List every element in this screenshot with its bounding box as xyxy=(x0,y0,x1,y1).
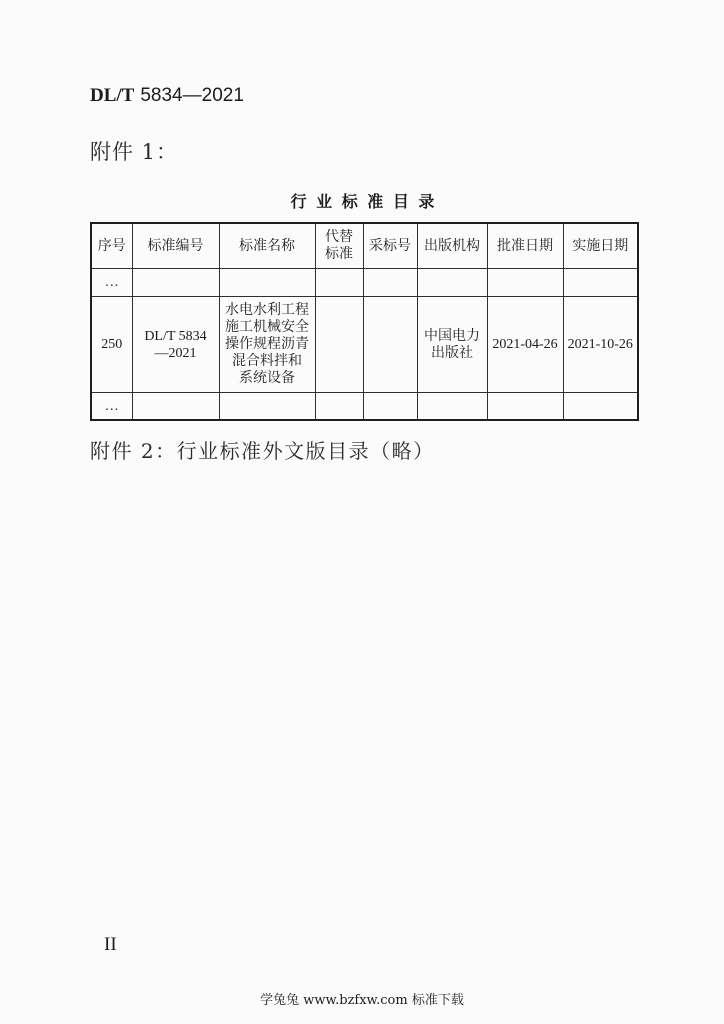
cell-line: 操作规程沥青 xyxy=(225,337,309,352)
cell-empty xyxy=(563,269,638,297)
cell-line: —2021 xyxy=(154,345,197,361)
footer-watermark: 学兔兔 www.bzfxw.com 标准下载 xyxy=(260,993,464,1008)
cell-serial: 250 xyxy=(91,297,132,393)
annex-1-label: 附件 1： xyxy=(90,140,179,164)
table-header-row xyxy=(91,223,638,269)
annex-2-label: 附件 2：行业标准外文版目录（略） xyxy=(90,439,435,463)
cell-empty xyxy=(363,393,417,421)
standards-catalog-table xyxy=(90,222,639,421)
header-line: 代替 xyxy=(325,230,353,245)
header-publisher: 出版机构 xyxy=(417,223,487,269)
cell-empty xyxy=(487,393,563,421)
cell-empty xyxy=(563,393,638,421)
cell-replaced-standard xyxy=(315,297,363,393)
header-standard-name: 标准名称 xyxy=(219,223,315,269)
cell-adopted-number xyxy=(363,297,417,393)
cell-line: 出版社 xyxy=(431,345,473,361)
standard-code-header xyxy=(90,85,244,107)
standard-code-prefix: DL/T xyxy=(90,85,135,106)
cell-line: 中国电力 xyxy=(424,328,480,344)
cell-standard-code xyxy=(132,297,219,393)
cell-line: DL/T 5834 xyxy=(144,328,207,344)
header-replaced-standard xyxy=(315,223,363,269)
cell-empty xyxy=(363,269,417,297)
catalog-title: 行 业 标 准 目 录 xyxy=(290,192,437,211)
cell-approval-date: 2021-04-26 xyxy=(487,297,563,393)
cell-publisher xyxy=(417,297,487,393)
table-row xyxy=(91,269,638,297)
cell-effective-date: 2021-10-26 xyxy=(563,297,638,393)
cell-empty xyxy=(132,269,219,297)
cell-empty xyxy=(417,393,487,421)
cell-line: 施工机械安全 xyxy=(225,320,309,335)
cell-empty xyxy=(219,269,315,297)
cell-empty xyxy=(315,393,363,421)
cell-line: 水电水利工程 xyxy=(225,303,309,318)
table-row xyxy=(91,393,638,421)
cell-empty xyxy=(417,269,487,297)
table-row xyxy=(91,297,638,393)
cell-line: 系统设备 xyxy=(239,371,295,386)
header-line: 标准 xyxy=(325,247,353,262)
cell-empty xyxy=(219,393,315,421)
cell-standard-name xyxy=(219,297,315,393)
cell-empty xyxy=(487,269,563,297)
cell-line: 混合料拌和 xyxy=(232,354,302,369)
header-effective-date: 实施日期 xyxy=(563,223,638,269)
header-approval-date: 批准日期 xyxy=(487,223,563,269)
header-adopted-number: 采标号 xyxy=(363,223,417,269)
standard-code-number: 5834—2021 xyxy=(140,85,244,106)
page-number: II xyxy=(104,934,117,955)
header-serial: 序号 xyxy=(91,223,132,269)
header-standard-code: 标准编号 xyxy=(132,223,219,269)
cell-empty xyxy=(315,269,363,297)
cell-serial: … xyxy=(91,269,132,297)
cell-serial: … xyxy=(91,393,132,421)
cell-empty xyxy=(132,393,219,421)
